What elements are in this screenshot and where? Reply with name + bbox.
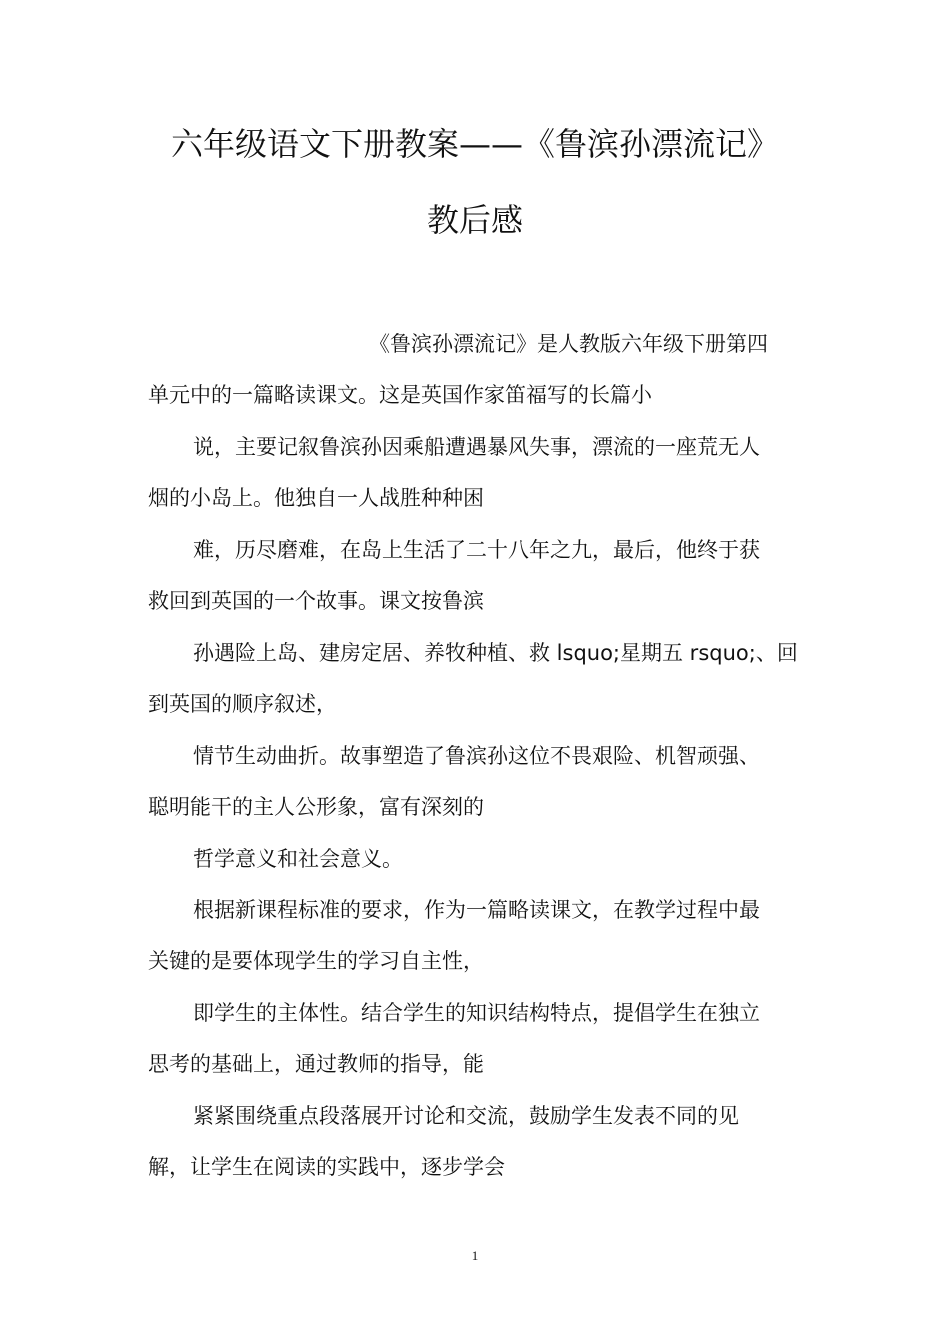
body-line: 情节生动曲折。故事塑造了鲁滨孙这位不畏艰险、机智顽强、 (193, 744, 760, 768)
body-line: 孙遇险上岛、建房定居、养牧种植、救 lsquo;星期五 rsquo;、回 (193, 641, 798, 665)
body-line: 《鲁滨孙漂流记》是人教版六年级下册第四 (369, 332, 768, 356)
document-title-line-2: 教后感 (426, 201, 523, 239)
document-title-line-1: 六年级语文下册教案——《鲁滨孙漂流记》 (170, 125, 779, 163)
body-line: 难，历尽磨难，在岛上生活了二十八年之九，最后，他终于获 (193, 538, 760, 562)
body-line: 哲学意义和社会意义。 (193, 847, 403, 871)
body-line: 关键的是要体现学生的学习自主性， (148, 949, 484, 973)
body-line: 聪明能干的主人公形象，富有深刻的 (148, 795, 484, 819)
body-line: 解，让学生在阅读的实践中，逐步学会 (148, 1155, 505, 1179)
body-line: 烟的小岛上。他独自一人战胜种种困 (148, 486, 484, 510)
body-line: 到英国的顺序叙述， (148, 692, 337, 716)
body-line: 单元中的一篇略读课文。这是英国作家笛福写的长篇小 (148, 383, 652, 407)
body-line: 救回到英国的一个故事。课文按鲁滨 (148, 589, 484, 613)
page-number: 1 (471, 1248, 479, 1263)
body-line: 思考的基础上，通过教师的指导，能 (148, 1052, 484, 1076)
body-line: 根据新课程标准的要求，作为一篇略读课文，在教学过程中最 (193, 898, 760, 922)
body-line: 即学生的主体性。结合学生的知识结构特点，提倡学生在独立 (193, 1001, 760, 1025)
body-line: 说，主要记叙鲁滨孙因乘船遭遇暴风失事，漂流的一座荒无人 (193, 435, 760, 459)
body-line: 紧紧围绕重点段落展开讨论和交流，鼓励学生发表不同的见 (193, 1104, 739, 1128)
